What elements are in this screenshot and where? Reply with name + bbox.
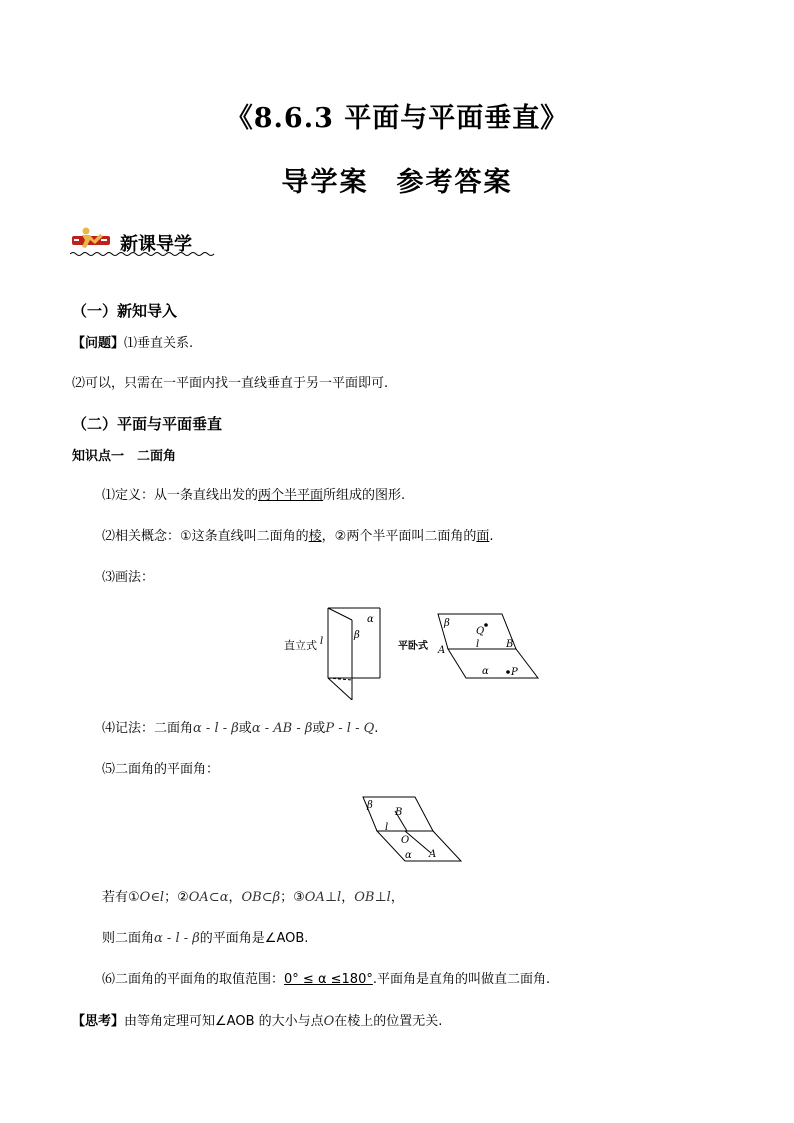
notation-3: P - l - Q [325, 721, 375, 736]
conditions-line [102, 886, 404, 905]
pa-O: O [401, 835, 410, 846]
flat-B: B [506, 639, 514, 650]
subtitle-right: 参考答案 [396, 167, 513, 198]
notation-end: . [374, 721, 379, 736]
section-heading-intro: （一）新知导入 [72, 302, 178, 320]
question-answer-2: ⑵可以，只需在一平面内找一直线垂直于另一平面即可. [72, 376, 389, 391]
concept-prefix: ⑵相关概念：①这条直线叫二面角的 [102, 529, 309, 544]
cond-3a: OA⊥l [304, 890, 342, 905]
cond-3b: OB⊥l [354, 890, 391, 905]
upright-l: l [320, 636, 324, 647]
flat-label: 平卧式 [398, 641, 428, 652]
concept-edge: 棱 [308, 529, 322, 544]
think-tag: 【思考】 [72, 1014, 125, 1029]
concept-face: 面 [476, 529, 490, 544]
plane-angle-figure [355, 793, 465, 865]
cond-comma-1: ， [228, 890, 242, 905]
pa-l: l [385, 822, 389, 833]
banner-label: 新课导学 [120, 234, 192, 255]
cond-prefix: 若有① [102, 890, 140, 905]
flat-Q: Q [476, 626, 485, 637]
notation-1: α - l - β [193, 721, 239, 736]
think-suffix: 在棱上的位置无关. [334, 1014, 443, 1029]
definition-underlined: 两个半平面 [258, 488, 324, 503]
definition-prefix: ⑴定义：从一条直线出发的 [102, 488, 259, 503]
question-answer-1: ⑴垂直关系. [124, 336, 194, 351]
range-suffix: .平面角是直角的叫做直二面角. [372, 972, 551, 987]
page-title: 《8.6.3 平面与平面垂直》 [225, 103, 569, 134]
result-angle: α - l - β [154, 931, 200, 946]
cond-2a: OA⊂α [188, 890, 229, 905]
cond-comma-2: ， [341, 890, 355, 905]
pa-B: B [395, 807, 403, 818]
knowledge-point-heading: 知识点一 二面角 [72, 449, 177, 464]
concept-mid: ，②两个半平面叫二面角的 [321, 529, 477, 544]
range-line [102, 968, 550, 987]
flat-beta: β [444, 618, 450, 629]
flat-l: l [476, 639, 480, 650]
notation-2: α - AB - β [251, 721, 313, 736]
pa-beta: β [367, 800, 373, 811]
notation-prefix: ⑷记法：二面角 [102, 721, 194, 736]
think-point: O [323, 1014, 335, 1029]
cond-end: ， [390, 890, 404, 905]
cond-1: O∈l [139, 890, 165, 905]
notation-or-1: 或 [238, 721, 252, 736]
cond-2b: OB⊂β [241, 890, 281, 905]
cond-sep-2: ；③ [280, 890, 305, 905]
notation-line [102, 717, 378, 736]
cond-sep-1: ；② [164, 890, 189, 905]
upright-beta: β [354, 630, 360, 641]
concepts-line [102, 525, 493, 544]
think-line [72, 1010, 442, 1029]
question-tag: 【问题】 [72, 336, 125, 351]
dihedral-drawing-figure [280, 600, 550, 700]
range-value: 0° ≤ α ≤180° [284, 972, 373, 987]
drawing-methods-label: ⑶画法： [102, 570, 155, 585]
definition-suffix: 所组成的图形. [323, 488, 406, 503]
flat-A: A [438, 645, 446, 656]
pa-A: A [429, 849, 437, 860]
result-line [102, 927, 308, 946]
section-heading-perpendicular: （二）平面与平面垂直 [72, 415, 223, 433]
flat-P-dot [506, 670, 510, 674]
think-prefix: 由等角定理可知∠AOB 的大小与点 [124, 1014, 324, 1029]
concept-end: . [489, 529, 494, 544]
subtitle-left: 导学案 [281, 167, 369, 198]
notation-or-2: 或 [312, 721, 326, 736]
banner-underline [70, 251, 215, 257]
result-prefix: 则二面角 [102, 931, 155, 946]
pa-alpha: α [405, 850, 412, 861]
page-subtitle [0, 160, 794, 199]
definition-line [102, 484, 405, 503]
upright-label: 直立式 [284, 639, 317, 652]
runner-logo-icon [70, 226, 114, 252]
upright-alpha: α [367, 614, 374, 625]
range-prefix: ⑹二面角的平面角的取值范围： [102, 972, 285, 987]
question-line-1 [72, 332, 193, 351]
flat-alpha: α [482, 666, 489, 677]
flat-Q-dot [484, 623, 488, 627]
plane-angle-label: ⑸二面角的平面角： [102, 762, 220, 777]
result-suffix: 的平面角是∠AOB. [199, 931, 309, 946]
flat-P: P [511, 667, 518, 678]
